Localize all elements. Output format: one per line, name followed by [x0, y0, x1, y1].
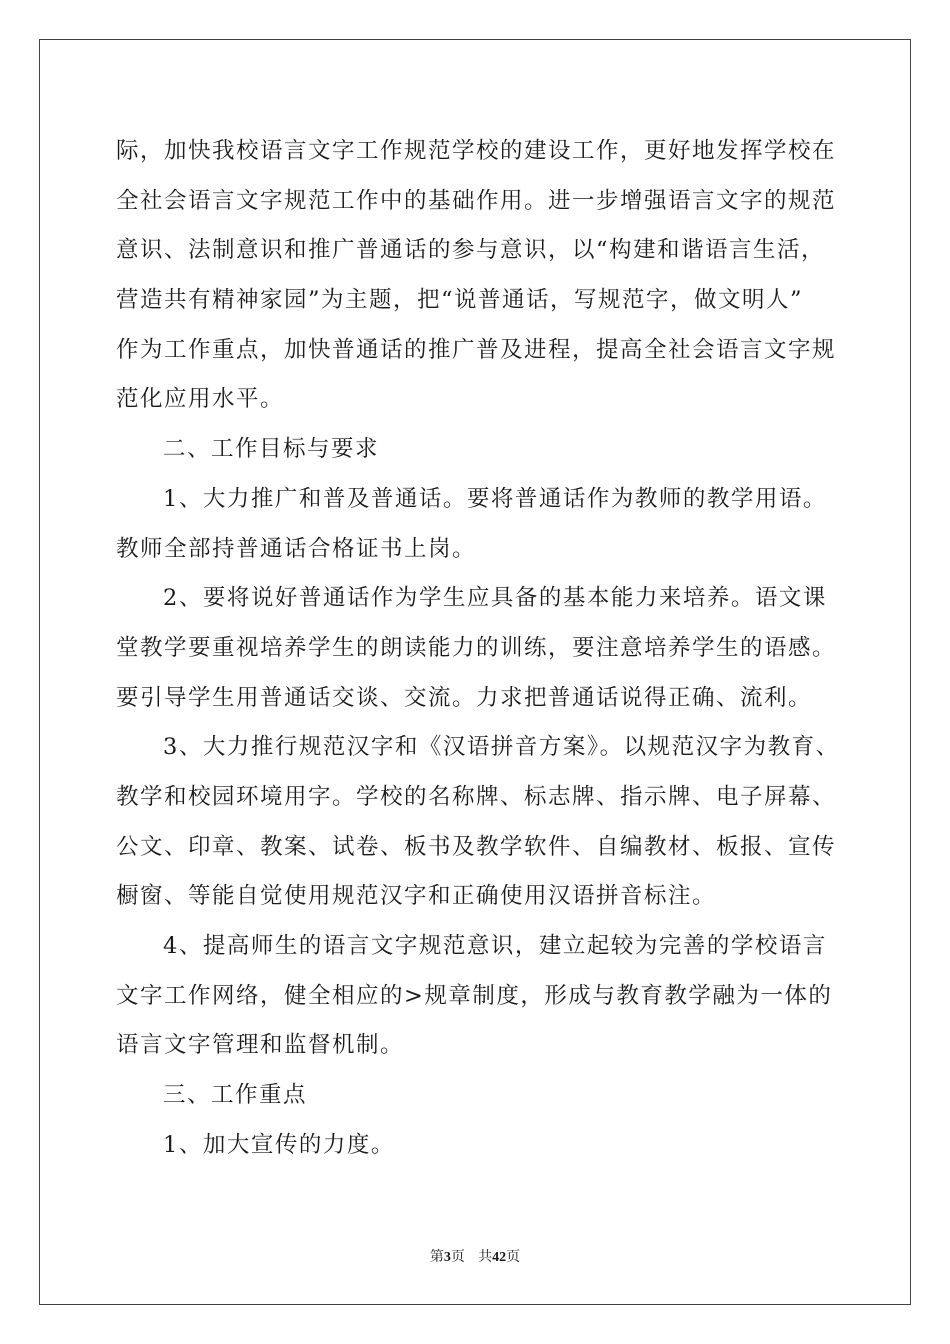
total-suffix: 页 — [506, 1249, 521, 1265]
text-line: 营造共有精神家园”为主题，把“说普通话，写规范字，做文明人” — [116, 287, 804, 314]
section-heading: 三、工作重点 — [163, 1082, 308, 1109]
text-line: 1、加大宣传的力度。 — [163, 1131, 395, 1158]
text-line: 要引导学生用普通话交谈、交流。力求把普通话说得正确、流利。 — [116, 684, 813, 711]
text-line: 教师全部持普通话合格证书上岗。 — [116, 535, 477, 562]
text-line: 3、大力推行规范汉字和《汉语拼音方案》。以规范汉字为教育、 — [163, 734, 840, 761]
text-line: 1、大力推广和普及普通话。要将普通话作为教师的教学用语。 — [163, 485, 827, 512]
document-body — [116, 127, 846, 1170]
total-pages: 42 — [492, 1250, 507, 1265]
page-prefix: 第 — [429, 1249, 444, 1265]
text-line: 全社会语言文字规范工作中的基础作用。进一步增强语言文字的规范 — [116, 187, 837, 214]
total-prefix: 共 — [478, 1249, 493, 1265]
text-line: 意识、法制意识和推广普通话的参与意识，以“构建和谐语言生活， — [116, 237, 826, 264]
text-line: 文字工作网络，健全相应的>规章制度，形成与教育教学融为一体的 — [116, 982, 833, 1009]
text-line: 堂教学要重视培养学生的朗读能力的训练，要注意培养学生的语感。 — [116, 634, 837, 661]
page-number: 3 — [443, 1250, 451, 1265]
text-line: 际，加快我校语言文字工作规范学校的建设工作，更好地发挥学校在 — [116, 138, 837, 164]
page-footer — [0, 1246, 950, 1266]
text-line: 4、提高师生的语言文字规范意识，建立起较为完善的学校语言 — [163, 933, 827, 959]
text-line: 橱窗、等能自觉使用规范汉字和正确使用汉语拼音标注。 — [116, 883, 717, 910]
text-line: 语言文字管理和监督机制。 — [116, 1032, 405, 1059]
text-line: 公文、印章、教案、试卷、板书及教学软件、自编教材、板报、宣传 — [116, 833, 837, 860]
text-line: 教学和校园环境用字。学校的名称牌、标志牌、指示牌、电子屏幕、 — [116, 783, 837, 810]
section-heading: 二、工作目标与要求 — [163, 436, 380, 463]
page-suffix: 页 — [450, 1249, 465, 1265]
text-line: 范化应用水平。 — [116, 386, 285, 413]
text-line: 作为工作重点，加快普通话的推广普及进程，提高全社会语言文字规 — [116, 336, 837, 363]
text-line: 2、要将说好普通话作为学生应具备的基本能力来培养。语文课 — [163, 585, 827, 612]
